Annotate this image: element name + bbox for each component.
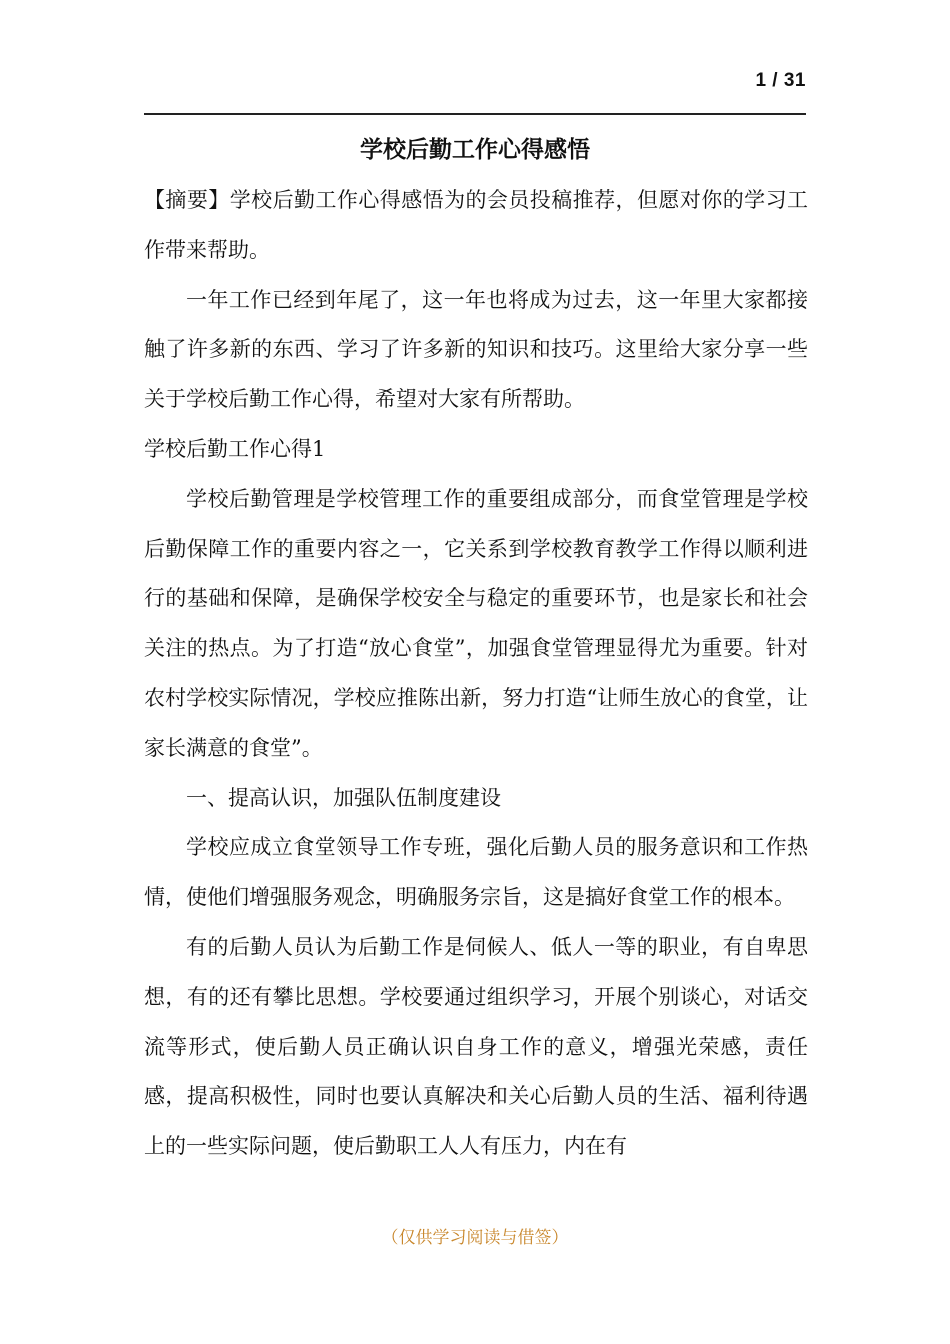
body-paragraph: 学校应成立食堂领导工作专班，强化后勤人员的服务意识和工作热情，使他们增强服务观念，明确服务宗旨，这是搞好食堂工作的根本。 xyxy=(144,835,808,910)
footer-note: （仅供学习阅读与借签） xyxy=(381,1228,569,1248)
section-heading: 学校后勤工作心得1 xyxy=(144,436,326,461)
body-paragraph: 学校后勤管理是学校管理工作的重要组成部分，而食堂管理是学校后勤保障工作的重要内容之一，它关系到学校教育教学工作得以顺利进行的基础和保障，是确保学校安全与稳定的重要环节，也是家长和社会关注的热点。为了打造“放心食堂”，加强食堂管理显得尤为重要。针对农村学校实际情况，学校应推陈出新，努力打造“让师生放心的食堂，让家长满意的食堂”。 xyxy=(144,486,808,760)
page-number: 1 / 31 xyxy=(755,70,806,91)
abstract-paragraph: 【摘要】学校后勤工作心得感悟为的会员投稿推荐，但愿对你的学习工作带来帮助。 xyxy=(144,188,808,262)
intro-paragraph: 一年工作已经到年尾了，这一年也将成为过去，这一年里大家都接触了许多新的东西、学习了许多新的知识和技巧。这里给大家分享一些关于学校后勤工作心得，希望对大家有所帮助。 xyxy=(144,287,808,412)
body-paragraph: 有的后勤人员认为后勤工作是伺候人、低人一等的职业，有自卑思想，有的还有攀比思想。学校要通过组织学习，开展个别谈心，对话交流等形式，使后勤人员正确认识自身工作的意义，增强光荣感，责任感，提高积极性，同时也要认真解决和关心后勤人员的生活、福利待遇上的一些实际问题，使后勤职工人人有压力，内在有 xyxy=(144,934,808,1159)
document-title: 学校后勤工作心得感悟 xyxy=(360,136,590,163)
document-body xyxy=(144,176,808,1172)
header-divider xyxy=(144,113,806,115)
subsection-heading: 一、提高认识，加强队伍制度建设 xyxy=(186,785,501,810)
